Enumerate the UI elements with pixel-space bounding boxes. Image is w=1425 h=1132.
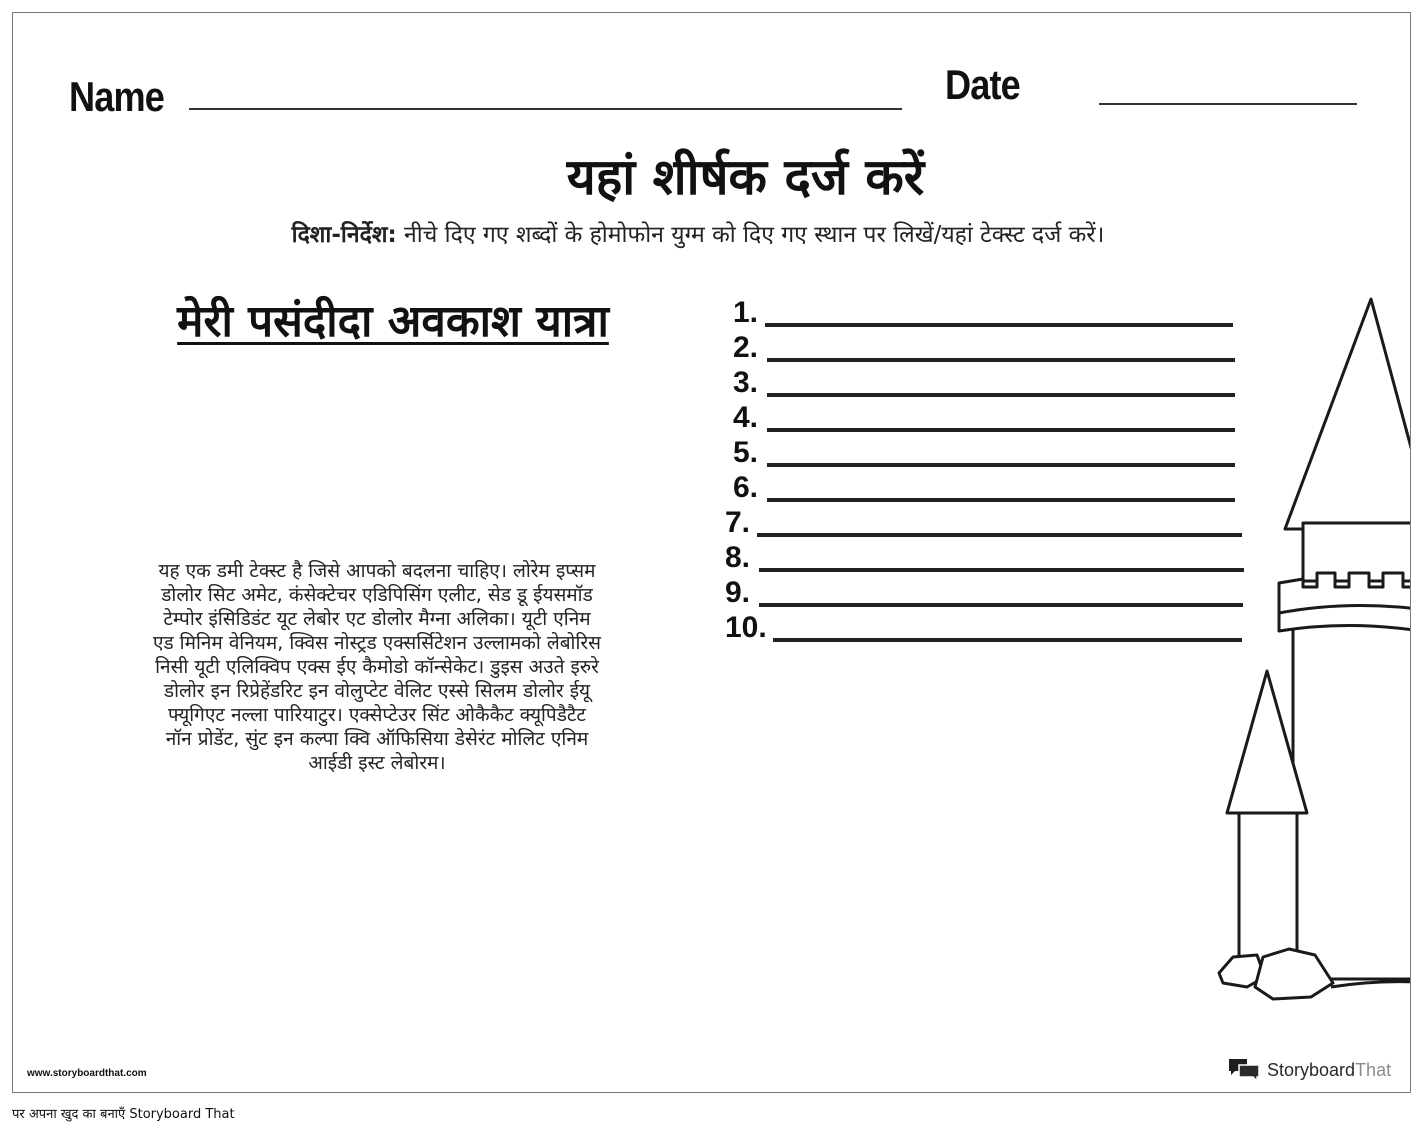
directions-text: नीचे दिए गए शब्दों के होमोफोन युग्म को दिए गए स्थान पर लिखें/यहां टेक्स्ट दर्ज करें। (396, 222, 1105, 248)
answer-number: 3. (733, 366, 759, 399)
speech-bubble-icon (1227, 1057, 1261, 1083)
answer-line[interactable] (757, 533, 1242, 537)
answer-number: 4. (733, 401, 759, 434)
brand-name (1267, 1060, 1391, 1081)
name-label: Name (69, 73, 164, 120)
worksheet (12, 12, 1411, 1093)
date-line (1099, 103, 1357, 105)
brand-name-part1: Storyboard (1267, 1059, 1356, 1080)
castle-illustration (1193, 293, 1411, 1013)
answer-number: 9. (725, 576, 751, 609)
story-line: नॉन प्रोडेंट, सुंट इन कल्पा क्वि ऑफिसिया डेसेरंट मोलिट एनिम (165, 728, 589, 750)
brand-logo (1227, 1056, 1391, 1084)
story-line: एड मिनिम वेनियम, क्विस नोस्ट्रड एक्सर्सिटेशन उल्लामको लेबोरिस (152, 632, 602, 654)
story-body (91, 559, 663, 775)
answer-number: 5. (733, 436, 759, 469)
answer-line[interactable] (767, 428, 1235, 432)
answer-line[interactable] (767, 498, 1235, 502)
story-line: यह एक डमी टेक्स्ट है जिसे आपको बदलना चाहिए। लोरेम इप्सम (158, 560, 596, 582)
directions (13, 217, 1383, 249)
answer-line[interactable] (767, 358, 1235, 362)
story-heading: मेरी पसंदीदा अवकाश यात्रा (177, 296, 609, 347)
answer-number: 10. (725, 611, 767, 644)
answer-number: 2. (733, 331, 759, 364)
footer-credit[interactable]: पर अपना खुद का बनाएँ Storyboard That (12, 1107, 235, 1122)
answer-line[interactable] (765, 323, 1233, 327)
answer-line[interactable] (759, 568, 1244, 572)
answer-line[interactable] (767, 393, 1235, 397)
answer-line[interactable] (773, 638, 1242, 642)
answer-number: 6. (733, 471, 759, 504)
brand-name-part2: That (1355, 1059, 1392, 1080)
answer-line[interactable] (767, 463, 1235, 467)
worksheet-title: यहां शीर्षक दर्ज करें (566, 148, 925, 206)
website-url: www.storyboardthat.com (27, 1068, 147, 1079)
answer-number: 8. (725, 541, 751, 574)
date-label: Date (945, 61, 1020, 108)
answer-number: 1. (733, 296, 759, 329)
name-line (189, 108, 902, 110)
directions-label: दिशा-निर्देश: (291, 222, 397, 248)
story-line: डोलोर सिट अमेट, कंसेक्टेचर एडिपिसिंग एलीट, सेड डू ईयसमॉड (161, 584, 593, 606)
answer-line[interactable] (759, 603, 1243, 607)
story-line: डोलोर इन रिप्रेहेंडरिट इन वोलुप्टेट वेलिट एस्से सिलम डोलोर ईयू (163, 680, 591, 702)
story-line: आईडी इस्ट लेबोरम। (308, 752, 446, 774)
answer-number: 7. (725, 506, 751, 539)
story-line: निसी यूटी एलिक्विप एक्स ईए कैमोडो कॉन्सेकेट। डुइस अउते इरुरे (155, 656, 599, 678)
story-line: फ्यूगिएट नल्ला पारियाटुर। एक्सेप्टेउर सिंट ओकैकैट क्यूपिडैटैट (167, 704, 587, 726)
story-line: टेम्पोर इंसिडिडंट यूट लेबोर एट डोलोर मैग्ना अलिका। यूटी एनिम (163, 608, 591, 630)
